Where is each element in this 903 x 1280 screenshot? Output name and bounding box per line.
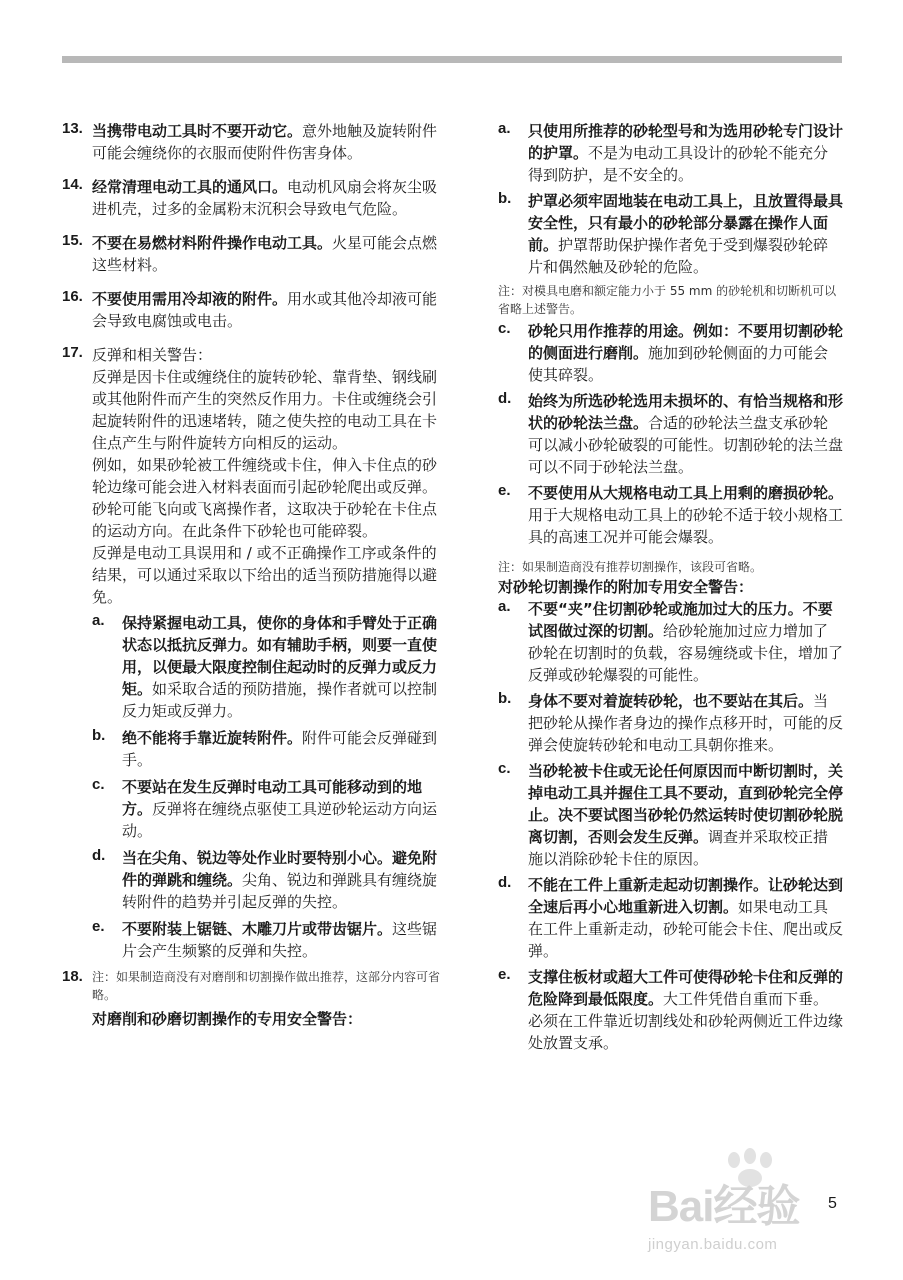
- sub-text: 调查并采取校正措施以消除砂轮卡住的原因。: [528, 828, 829, 868]
- item-number: 14.: [62, 176, 83, 193]
- sub-letter: a.: [498, 120, 511, 137]
- note: 注：如果制造商没有推荐切割操作，该段可省略。: [498, 560, 763, 574]
- item-text: 火星可能会点燃这些材料。: [92, 234, 438, 274]
- item-text: 电动机风扇会将灰尘吸进机壳，过多的金属粉末沉积会导致电气危险。: [92, 178, 438, 218]
- sub-text: 当把砂轮从操作者身边的操作点移开时，可能的反弹会使旋转砂轮和电动工具朝你推来。: [528, 692, 844, 754]
- right-sub-b: [498, 190, 843, 278]
- sub-text: 施加到砂轮侧面的力可能会使其碎裂。: [528, 344, 829, 384]
- sub-letter: d.: [498, 874, 512, 891]
- cutoff-sub-b: [498, 690, 843, 756]
- sub-text: 尖角、锐边和弹跳具有缠绕旋转附件的趋势并引起反弹的失控。: [122, 871, 438, 911]
- item-text: 意外地触及旋转附件可能会缠绕你的衣服而使附件伤害身体。: [92, 122, 438, 162]
- sub-bold: 保持紧握电动工具，使你的身体和手臂处于正确状态以抵抗反弹力。如有辅助手柄，则要一直使用，以便最大限度控制住起动时的反弹力或反力矩。: [122, 614, 438, 698]
- sub-bold: 身体不要对着旋转砂轮，也不要站在其后。: [528, 692, 814, 710]
- sub-letter: a.: [92, 612, 105, 629]
- item-text: 用水或其他冷却液可能会导致电腐蚀或电击。: [92, 290, 438, 330]
- right-column: [498, 120, 843, 1058]
- sub-bold: 砂轮只用作推荐的用途。例如：不要用切割砂轮的侧面进行磨削。: [528, 322, 844, 362]
- sub-bold: 不要附装上锯链、木雕刀片或带齿锯片。: [122, 920, 393, 938]
- cutoff-sub-a: [498, 598, 843, 686]
- sub-bold: 只使用所推荐的砂轮型号和为选用砂轮专门设计的护罩。: [528, 122, 844, 162]
- item-number: 13.: [62, 120, 83, 137]
- item-bold: 不要在易燃材料附件操作电动工具。: [92, 234, 333, 252]
- sub-text: 大工件凭借自重而下垂。必须在工件靠近切割线处和砂轮两侧近工件边缘处放置支承。: [528, 990, 844, 1052]
- item-bold: 经常清理电动工具的通风口。: [92, 178, 288, 196]
- sub-text: 这些锯片会产生频繁的反弹和失控。: [122, 920, 438, 960]
- sub-letter: d.: [92, 847, 106, 864]
- sub-bold: 不要使用从大规格电动工具上用剩的磨损砂轮。: [528, 484, 844, 502]
- cutoff-sub-d: [498, 874, 843, 962]
- item-16: [62, 288, 440, 332]
- sub-item-a: [92, 612, 440, 722]
- sub-item-c: [92, 776, 440, 842]
- paragraph: 反弹是因卡住或缠绕住的旋转砂轮、靠背垫、钢线刷或其他附件而产生的突然反作用力。卡住或缠绕会引起旋转附件的迅速堵转，随之使失控的电动工具在卡住点产生与附件旋转方向相反的运动。: [92, 368, 438, 452]
- sub-bold: 支撑住板材或超大工件可使得砂轮卡住和反弹的危险降到最低限度。: [528, 968, 844, 1008]
- sub-bold: 不要“夹”住切割砂轮或施加过大的压力。不要试图做过深的切割。: [528, 600, 833, 640]
- item-bold: 当携带电动工具时不要开动它。: [92, 122, 303, 140]
- item-title: 反弹和相关警告：: [92, 346, 213, 364]
- sub-letter: e.: [92, 918, 105, 935]
- right-sub-c: [498, 320, 843, 386]
- sub-text: 如果电动工具在工件上重新走动，砂轮可能会卡住、爬出或反弹。: [528, 898, 844, 960]
- item-17: [62, 344, 440, 962]
- section-heading: 对砂轮切割操作的附加专用安全警告：: [498, 578, 754, 596]
- sub-text: 护罩帮助保护操作者免于受到爆裂砂轮碎片和偶然触及砂轮的危险。: [528, 236, 829, 276]
- sub-letter: c.: [498, 320, 511, 337]
- right-sub-e: [498, 482, 843, 548]
- cutoff-sub-c: [498, 760, 843, 870]
- sub-letter: a.: [498, 598, 511, 615]
- sub-bold: 当砂轮被卡住或无论任何原因而中断切割时，关掉电动工具并握住工具不要动，直到砂轮完全停止。决不要试图当砂轮仍然运转时使切割砂轮脱离切割，否则会发生反弹。: [528, 762, 844, 846]
- sub-text: 反弹将在缠绕点驱使工具逆砂轮运动方向运动。: [122, 800, 438, 840]
- watermark-url: jingyan.baidu.com: [648, 1236, 778, 1253]
- page-number: 5: [828, 1195, 837, 1212]
- item-number: 15.: [62, 232, 83, 249]
- item-15: [62, 232, 440, 276]
- sub-bold: 当在尖角、锐边等处作业时要特别小心。避免附件的弹跳和缠绕。: [122, 849, 438, 889]
- sub-text: 合适的砂轮法兰盘支承砂轮可以减小砂轮破裂的可能性。切割砂轮的法兰盘可以不同于砂轮法兰盘。: [528, 414, 844, 476]
- note: 注：对模具电磨和额定能力小于 55 mm 的砂轮机和切断机可以省略上述警告。: [498, 284, 837, 316]
- sub-item-b: [92, 727, 440, 771]
- paragraph: 反弹是电动工具误用和 / 或不正确操作工序或条件的结果，可以通过采取以下给出的适当预防措施得以避免。: [92, 544, 438, 606]
- sub-letter: b.: [498, 190, 512, 207]
- watermark-logo: Bai经验: [648, 1182, 800, 1231]
- sub-bold: 绝不能将手靠近旋转附件。: [122, 729, 303, 747]
- sub-letter: c.: [92, 776, 105, 793]
- right-sub-d: [498, 390, 843, 478]
- note: 注：如果制造商没有对磨削和切割操作做出推荐，这部分内容可省略。: [92, 970, 441, 1002]
- sub-letter: b.: [498, 690, 512, 707]
- item-13: [62, 120, 440, 164]
- sub-letter: d.: [498, 390, 512, 407]
- sub-item-d: [92, 847, 440, 913]
- sub-letter: c.: [498, 760, 511, 777]
- sub-item-e: [92, 918, 440, 962]
- sub-text: 用于大规格电动工具上的砂轮不适于较小规格工具的高速工况并可能会爆裂。: [528, 506, 844, 546]
- section-heading: 对磨削和砂磨切割操作的专用安全警告：: [92, 1010, 363, 1028]
- sub-bold: 护罩必须牢固地装在电动工具上，且放置得最具安全性，只有最小的砂轮部分暴露在操作人面前。: [528, 192, 844, 254]
- sub-bold: 始终为所选砂轮选用未损坏的、有恰当规格和形状的砂轮法兰盘。: [528, 392, 844, 432]
- sub-letter: b.: [92, 727, 106, 744]
- sub-letter: e.: [498, 482, 511, 499]
- item-bold: 不要使用需用冷却液的附件。: [92, 290, 288, 308]
- header-rule: [62, 56, 842, 63]
- sub-text: 如采取合适的预防措施，操作者就可以控制反力矩或反弹力。: [122, 680, 438, 720]
- item-number: 16.: [62, 288, 83, 305]
- item-18: [62, 968, 440, 1030]
- sub-text: 给砂轮施加过应力增加了砂轮在切割时的负载，容易缠绕或卡住，增加了反弹或砂轮爆裂的可能性。: [528, 622, 844, 684]
- sub-text: 不是为电动工具设计的砂轮不能充分得到防护，是不安全的。: [528, 144, 829, 184]
- item-number: 17.: [62, 344, 83, 361]
- sub-text: 附件可能会反弹碰到手。: [122, 729, 438, 769]
- sub-bold: 不能在工件上重新走起动切割操作。让砂轮达到全速后再小心地重新进入切割。: [528, 876, 844, 916]
- sub-letter: e.: [498, 966, 511, 983]
- cutoff-sub-e: [498, 966, 843, 1054]
- item-number: 18.: [62, 968, 83, 985]
- left-column: [62, 120, 440, 1042]
- sub-bold: 不要站在发生反弹时电动工具可能移动到的地方。: [122, 778, 423, 818]
- paragraph: 例如，如果砂轮被工件缠绕或卡住，伸入卡住点的砂轮边缘可能会进入材料表面而引起砂轮爬出或反弹。砂轮可能飞向或飞离操作者，这取决于砂轮在卡住点的运动方向。在此条件下砂轮也可能碎裂。: [92, 456, 438, 540]
- right-sub-a: [498, 120, 843, 186]
- item-14: [62, 176, 440, 220]
